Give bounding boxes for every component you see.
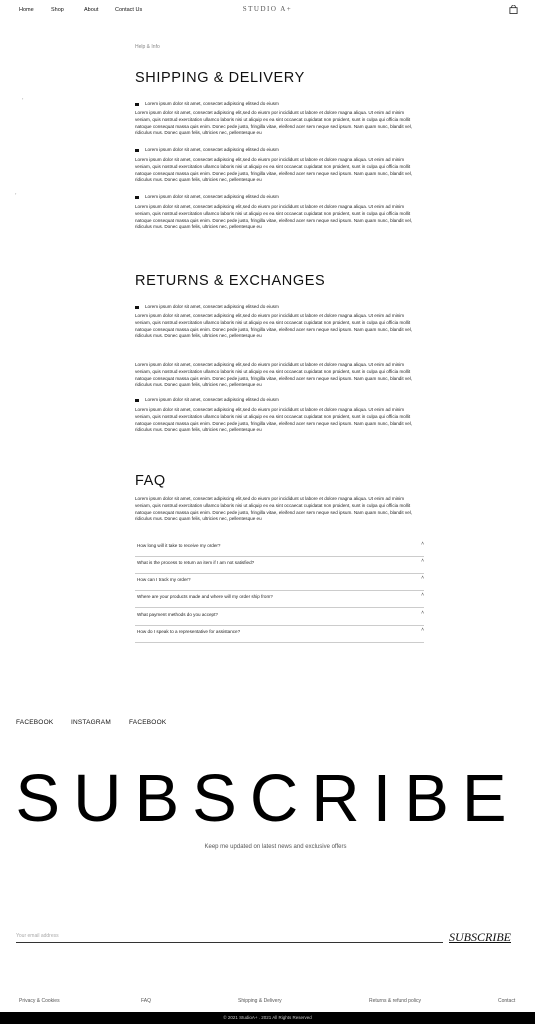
faq-question[interactable]: [135, 541, 424, 557]
subscribe-tagline: Keep me updated on latest news and exclusive offers: [204, 844, 347, 850]
shipping-paragraph: Lorem ipsum dolor sit amet, consectet adipiscing elit,sed do eiusm por incididunt ut labore et dolore magna aliqua. Ut enim ad minim veniam, quis nostrud exercitation ullamco laboris nisi ut aliquip ex ea sint occaecat cupidatat non proident, sunt in culpa qui officia mollit natoque consequat massa quis enim. Donec pede justo, fringilla vitae, eleifend acer sem neque sed ipsum. Nam quam nunc, blandit vel, ridiculus mus. Donec quam felis, ultricies nec, pellentesque eu: [135, 157, 413, 183]
faq-question[interactable]: [135, 610, 424, 626]
brand-logo[interactable]: STUDIO A+: [242, 5, 293, 13]
bullet-text: Lorem ipsum dolor sit amet, consectet adipiscing elitsed do eiusm: [145, 397, 279, 402]
chevron-up-icon[interactable]: ˄: [421, 541, 424, 547]
email-input[interactable]: [16, 929, 443, 943]
instagram-link[interactable]: INSTAGRAM: [71, 719, 111, 726]
faq-question-text: How long will it take to receive my order?: [137, 543, 221, 548]
copyright-text: © 2021 StudioA+ . 2021 All Rights Reserved: [223, 1015, 312, 1020]
returns-paragraph: Lorem ipsum dolor sit amet, consectet adipiscing elit,sed do eiusm por incididunt ut labore et dolore magna aliqua. Ut enim ad minim veniam, quis nostrud exercitation ullamco laboris nisi ut aliquip ex ea sint occaecat cupidatat non proident, sunt in culpa qui officia mollit natoque consequat massa quis enim. Donec pede justo, fringilla vitae, eleifend acer sem neque sed ipsum. Nam quam nunc, blandit vel, ridiculus mus. Donec quam felis, ultricies nec, pellentesque eu: [135, 362, 413, 388]
bullet-text: Lorem ipsum dolor sit amet, consectet adipiscing elitsed do eiusm: [145, 194, 279, 199]
facebook-link[interactable]: FACEBOOK: [129, 719, 167, 726]
faq-question-text: What payment methods do you accept?: [137, 612, 218, 617]
footer-link-privacy[interactable]: Privacy & Cookies: [19, 998, 60, 1004]
square-bullet-icon: [135, 306, 139, 310]
chevron-up-icon[interactable]: ˄: [421, 610, 424, 616]
square-bullet-icon: [135, 399, 139, 403]
top-nav: [0, 0, 535, 22]
returns-paragraph: Lorem ipsum dolor sit amet, consectet adipiscing elit,sed do eiusm por incididunt ut labore et dolore magna aliqua. Ut enim ad minim veniam, quis nostrud exercitation ullamco laboris nisi ut aliquip ex ea sint occaecat cupidatat non proident, sunt in culpa qui officia mollit natoque consequat massa quis enim. Donec pede justo, fringilla vitae, eleifend acer sem neque sed ipsum. Nam quam nunc, blandit vel, ridiculus mus. Donec quam felis, ultricies nec, pellentesque eu: [135, 313, 413, 339]
bullet-text: Lorem ipsum dolor sit amet, consectet adipiscing elitsed do eiusm: [145, 101, 279, 106]
faq-question[interactable]: [135, 627, 424, 643]
shipping-paragraph: Lorem ipsum dolor sit amet, consectet adipiscing elit,sed do eiusm por incididunt ut labore et dolore magna aliqua. Ut enim ad minim veniam, quis nostrud exercitation ullamco laboris nisi ut aliquip ex ea sint occaecat cupidatat non proident, sunt in culpa qui officia mollit natoque consequat massa quis enim. Donec pede justo, fringilla vitae, eleifend acer sem neque sed ipsum. Nam quam nunc, blandit vel, ridiculus mus. Donec quam felis, ultricies nec, pellentesque eu: [135, 110, 413, 136]
copyright-bar: [0, 1012, 535, 1024]
faq-paragraph: Lorem ipsum dolor sit amet, consectet adipiscing elit,sed do eiusm por incididunt ut labore et dolore magna aliqua. Ut enim ad minim veniam, quis nostrud exercitation ullamco laboris nisi ut aliquip ex ea sint occaecat cupidatat non proident, sunt in culpa qui officia mollit natoque consequat massa quis enim. Donec pede justo, fringilla vitae, eleifend acer sem neque sed ipsum. Nam quam nunc, blandit vel, ridiculus mus. Donec quam felis, ultricies nec, pellentesque eu: [135, 496, 413, 522]
faq-title: FAQ: [135, 473, 166, 489]
bullet-text: Lorem ipsum dolor sit amet, consectet adipiscing elitsed do eiusm: [145, 147, 279, 152]
nav-contact-link[interactable]: Contact Us: [115, 7, 143, 13]
faq-question-text: How do I speak to a representative for assistance?: [137, 629, 241, 634]
chevron-up-icon[interactable]: ˄: [421, 592, 424, 598]
square-bullet-icon: [135, 149, 139, 153]
breadcrumb: Help & Info: [135, 44, 160, 50]
faq-question[interactable]: [135, 575, 424, 591]
faq-question[interactable]: [135, 592, 424, 608]
square-bullet-icon: [135, 103, 139, 107]
margin-mark: ‹: [22, 96, 24, 101]
margin-mark: ›: [15, 191, 17, 196]
subscribe-button[interactable]: SUBSCRIBE: [449, 930, 511, 944]
facebook-link[interactable]: FACEBOOK: [16, 719, 54, 726]
bullet-text: Lorem ipsum dolor sit amet, consectet adipiscing elitsed do eiusm: [145, 304, 279, 309]
square-bullet-icon: [135, 196, 139, 200]
shopping-bag-icon[interactable]: [509, 5, 518, 14]
faq-question-text: How can I track my order?: [137, 577, 191, 582]
shipping-title: SHIPPING & DELIVERY: [135, 70, 305, 86]
faq-question[interactable]: [135, 558, 424, 574]
chevron-up-icon[interactable]: ˄: [421, 575, 424, 581]
footer-link-shipping[interactable]: Shipping & Delivery: [238, 998, 282, 1004]
returns-paragraph: Lorem ipsum dolor sit amet, consectet adipiscing elit,sed do eiusm por incididunt ut labore et dolore magna aliqua. Ut enim ad minim veniam, quis nostrud exercitation ullamco laboris nisi ut aliquip ex ea sint occaecat cupidatat non proident, sunt in culpa qui officia mollit natoque consequat massa quis enim. Donec pede justo, fringilla vitae, eleifend acer sem neque sed ipsum. Nam quam nunc, blandit vel, ridiculus mus. Donec quam felis, ultricies nec, pellentesque eu: [135, 407, 413, 433]
subscribe-heading: SUBSCRIBE: [15, 761, 520, 836]
footer-link-faq[interactable]: FAQ: [141, 998, 152, 1004]
nav-home-link[interactable]: Home: [19, 7, 34, 13]
returns-title: RETURNS & EXCHANGES: [135, 273, 326, 289]
faq-question-text: Where are your products made and where will my order ship from?: [137, 594, 273, 599]
nav-shop-link[interactable]: Shop: [51, 7, 64, 13]
footer-link-returns[interactable]: Returns & refund policy: [369, 998, 421, 1004]
chevron-up-icon[interactable]: ˄: [421, 627, 424, 633]
faq-question-text: What is the process to return an item if I am not satisfied?: [137, 560, 255, 565]
shipping-paragraph: Lorem ipsum dolor sit amet, consectet adipiscing elit,sed do eiusm por incididunt ut labore et dolore magna aliqua. Ut enim ad minim veniam, quis nostrud exercitation ullamco laboris nisi ut aliquip ex ea sint occaecat cupidatat non proident, sunt in culpa qui officia mollit natoque consequat massa quis enim. Donec pede justo, fringilla vitae, eleifend acer sem neque sed ipsum. Nam quam nunc, blandit vel, ridiculus mus. Donec quam felis, ultricies nec, pellentesque eu: [135, 204, 413, 230]
footer-link-contact[interactable]: Contact: [498, 998, 516, 1004]
chevron-up-icon[interactable]: ˄: [421, 558, 424, 564]
nav-about-link[interactable]: About: [84, 7, 99, 13]
